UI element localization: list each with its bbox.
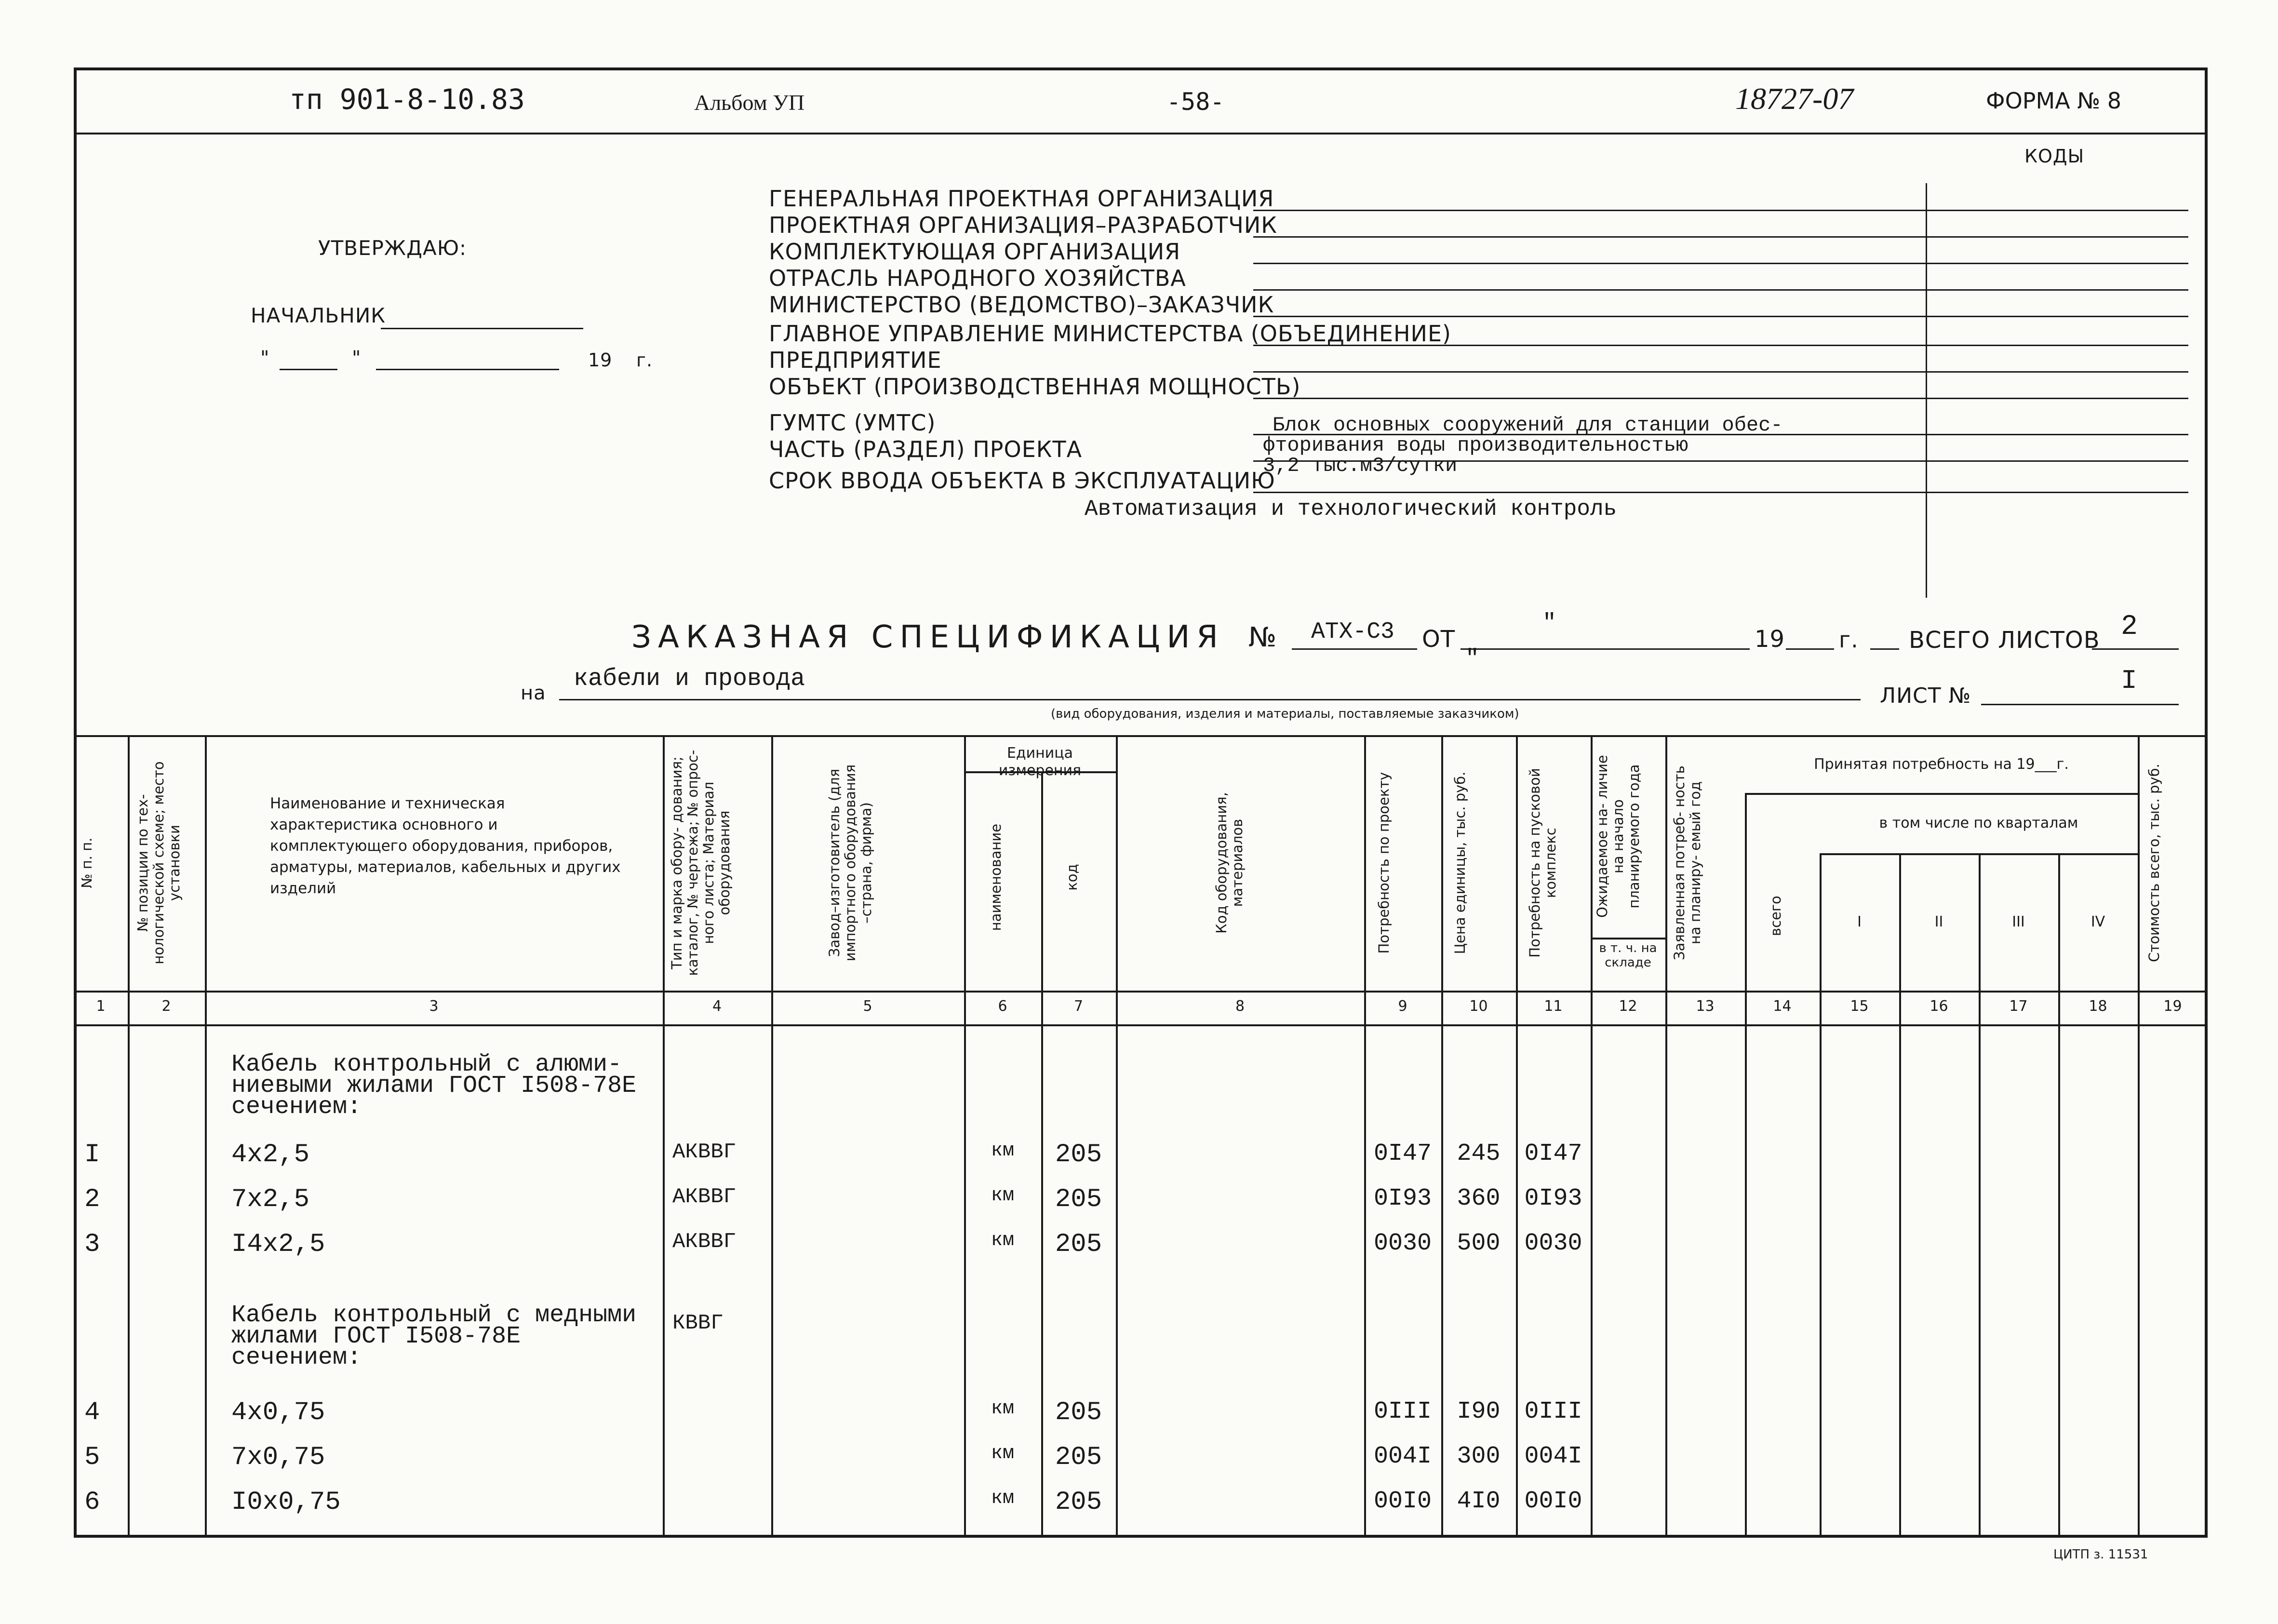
row-start-need: 0I93 (1524, 1185, 1582, 1212)
org-field-label: СРОК ВВОДА ОБЪЕКТА В ЭКСПЛУАТАЦИЮ (769, 468, 1275, 494)
project-code: тп 901-8-10.83 (289, 83, 525, 116)
group-mark: КВВГ (672, 1311, 724, 1335)
row-name: 4х0,75 (231, 1398, 325, 1427)
spec-sheet-label: ЛИСТ № (1880, 684, 1971, 708)
row-unit: км (991, 1398, 1014, 1420)
row-name: 7х0,75 (231, 1443, 325, 1472)
column-number: 1 (96, 998, 106, 1015)
col-header-7: код (1063, 864, 1080, 891)
row-price: I90 (1457, 1398, 1501, 1425)
spec-quote-2: " (1465, 646, 1479, 672)
row-need: 0III (1373, 1398, 1432, 1425)
row-number: I (84, 1140, 100, 1169)
spec-note: (вид оборудования, изделия и материалы, поставляемые заказчиком) (1051, 707, 1519, 721)
row-unit: км (991, 1488, 1014, 1509)
spec-dash-line (1870, 648, 1899, 650)
column-number: 15 (1850, 998, 1869, 1015)
org-field-line (1253, 316, 2188, 317)
object-value-line: Блок основных сооружений для станции обес- (1273, 414, 1783, 437)
col-header-6: наименование (988, 823, 1004, 931)
spec-on-label: на (521, 682, 546, 704)
spec-from-label: ОТ (1422, 626, 1456, 653)
date-quote-open: " (260, 347, 270, 369)
column-number: 8 (1235, 998, 1245, 1015)
table-column-divider (2138, 735, 2140, 1538)
row-type: АКВВГ (672, 1185, 737, 1209)
col-header-3: Наименование и техническая характеристика основного и комплектующего оборудования, приборов, арматуры, материалов, кабельных и других изделий (270, 795, 621, 897)
spec-no-value: АТХ-С3 (1311, 619, 1394, 645)
spec-total-value: 2 (2121, 611, 2138, 643)
row-unit: км (991, 1230, 1014, 1251)
stock-subhead-line (1591, 938, 1665, 940)
date-quote-close: " (352, 347, 362, 369)
row-unit-code: 205 (1055, 1140, 1102, 1169)
header-divider (74, 133, 2208, 134)
date-day-line (280, 369, 337, 370)
org-field-label: МИНИСТЕРСТВО (ВЕДОМСТВО)–ЗАКАЗЧИК (769, 292, 1274, 318)
codes-column-divider (1926, 183, 1927, 598)
col-header-13: Заявленная потреб- ность на планиру- емый год (1671, 765, 1703, 960)
row-start-need: 0I47 (1524, 1140, 1582, 1168)
form-number: ФОРМА № 8 (1986, 88, 2122, 114)
group-caption-line: сечением: (231, 1093, 362, 1121)
col-header-12b: в т. ч. на складе (1599, 941, 1657, 970)
col-header-1: № п. п. (79, 837, 95, 888)
row-number: 5 (84, 1443, 100, 1472)
spec-date-line (1461, 648, 1750, 650)
spec-on-value: кабели и провода (574, 665, 805, 693)
spec-title: ЗАКАЗНАЯ СПЕЦИФИКАЦИЯ (631, 619, 1225, 655)
org-field-label: ЧАСТЬ (РАЗДЕЛ) ПРОЕКТА (769, 436, 1083, 462)
col-header-15: I (1857, 913, 1862, 930)
row-price: 245 (1457, 1140, 1501, 1168)
album-label: Альбом УП (694, 90, 805, 115)
row-need: 004I (1373, 1443, 1432, 1470)
column-number: 19 (2163, 998, 2182, 1015)
row-start-need: 0III (1524, 1398, 1582, 1425)
group-caption-line: Кабель контрольный с алюми- (231, 1051, 622, 1078)
spec-year: 19 (1755, 626, 1785, 653)
row-price: 500 (1457, 1230, 1501, 1257)
footer-stamp: ЦИТП з. 11531 (2053, 1547, 2148, 1562)
col-header-17: III (2012, 913, 2025, 930)
spec-no-label: № (1248, 622, 1277, 653)
date-month-line (376, 369, 559, 370)
row-name: I0х0,75 (231, 1488, 341, 1517)
org-field-line (1253, 398, 2188, 399)
date-year-suffix: г. (636, 349, 653, 371)
org-field-line (1253, 492, 2188, 493)
spec-no-line (1292, 648, 1417, 650)
spec-total-label: ВСЕГО ЛИСТОВ (1909, 627, 2100, 654)
page-number: -58- (1166, 88, 1225, 116)
table-column-divider (1820, 853, 1822, 1538)
approval-chief: НАЧАЛЬНИК (251, 304, 386, 327)
row-unit-code: 205 (1055, 1443, 1102, 1472)
spec-on-line (559, 699, 1861, 700)
column-number: 6 (998, 998, 1007, 1015)
table-top-border (74, 735, 2208, 737)
col-header-5: Завод–изготовитель (для импортного оборудования –страна, фирма) (826, 764, 874, 962)
accepted-group-line (1745, 793, 2138, 795)
row-start-need: 004I (1524, 1443, 1582, 1470)
column-number: 14 (1773, 998, 1792, 1015)
row-type: АКВВГ (672, 1230, 737, 1254)
spec-sheet-line (1981, 704, 2179, 705)
col-header-accepted: Принятая потребность на 19___г. (1814, 756, 2069, 773)
table-column-divider (771, 735, 773, 1538)
column-number: 18 (2089, 998, 2107, 1015)
table-header-bottom (74, 991, 2208, 993)
table-column-divider (1745, 793, 1747, 1538)
col-header-11: Потребность на пусковой комплекс (1526, 768, 1559, 958)
codes-label: КОДЫ (2024, 146, 2085, 167)
row-unit-code: 205 (1055, 1185, 1102, 1214)
row-price: 300 (1457, 1443, 1501, 1470)
column-number: 4 (712, 998, 722, 1015)
table-column-divider (1979, 853, 1981, 1538)
row-price: 4I0 (1457, 1488, 1501, 1515)
org-field-label: ГЕНЕРАЛЬНАЯ ПРОЕКТНАЯ ОРГАНИЗАЦИЯ (769, 186, 1274, 212)
org-field-line (1253, 263, 2188, 264)
column-number: 10 (1469, 998, 1488, 1015)
table-number-row-bottom (74, 1024, 2208, 1026)
col-header-8: Код оборудования, материалов (1213, 792, 1246, 934)
col-header-14: всего (1767, 896, 1784, 936)
spec-year-line (1786, 648, 1834, 650)
org-field-line (1253, 236, 2188, 238)
object-value-line: фторивания воды производительностью (1263, 434, 1688, 457)
table-column-divider (1899, 853, 1901, 1538)
org-field-label: КОМПЛЕКТУЮЩАЯ ОРГАНИЗАЦИЯ (769, 239, 1181, 265)
org-field-label: ПРОЕКТНАЯ ОРГАНИЗАЦИЯ–РАЗРАБОТЧИК (769, 212, 1277, 238)
inventory-number: 18727-07 (1735, 81, 1854, 116)
row-need: 0I93 (1373, 1185, 1432, 1212)
row-unit-code: 205 (1055, 1230, 1102, 1259)
org-field-line (1253, 210, 2188, 211)
row-unit-code: 205 (1055, 1398, 1102, 1427)
date-year: 19 (588, 349, 613, 371)
col-header-4: Тип и марка обору- дования; каталог, № чертежа; № опрос- ного листа; Материал оборудования (668, 750, 733, 976)
row-number: 3 (84, 1230, 100, 1259)
row-name: I4х2,5 (231, 1230, 325, 1259)
org-field-label: ОТРАСЛЬ НАРОДНОГО ХОЗЯЙСТВА (769, 265, 1186, 291)
table-column-divider (1116, 735, 1118, 1538)
col-header-19: Стоимость всего, тыс. руб. (2145, 764, 2162, 962)
row-number: 2 (84, 1185, 100, 1214)
table-column-divider (128, 735, 130, 1538)
row-type: АКВВГ (672, 1140, 737, 1164)
row-price: 360 (1457, 1185, 1501, 1212)
column-number: 12 (1619, 998, 1637, 1015)
row-need: 0I47 (1373, 1140, 1432, 1168)
row-need: 00I0 (1373, 1488, 1432, 1515)
table-column-divider (1591, 735, 1593, 1538)
col-header-12: Ожидаемое на- личие на начало планируемого года (1594, 755, 1642, 918)
org-field-label: ГЛАВНОЕ УПРАВЛЕНИЕ МИНИСТЕРСТВА (ОБЪЕДИНЕНИЕ) (769, 321, 1451, 347)
org-field-label: ОБЪЕКТ (ПРОИЗВОДСТВЕННАЯ МОЩНОСТЬ) (769, 374, 1301, 400)
org-field-label: ПРЕДПРИЯТИЕ (769, 347, 942, 373)
group-caption-line: жилами ГОСТ I508-78Е (231, 1323, 521, 1350)
column-number: 11 (1544, 998, 1563, 1015)
column-number: 17 (2009, 998, 2028, 1015)
col-header-16: II (1934, 913, 1943, 930)
org-field-line (1253, 345, 2188, 346)
group-caption-line: ниевыми жилами ГОСТ I508-78Е (231, 1072, 637, 1100)
col-header-9: Потребность по проекту (1376, 772, 1392, 954)
org-field-label: ГУМТС (УМТС) (769, 410, 936, 436)
group-caption-line: Кабель контрольный с медными (231, 1302, 637, 1329)
column-number: 2 (161, 998, 171, 1015)
column-number: 5 (863, 998, 872, 1015)
table-column-divider (2058, 853, 2060, 1538)
project-part-value: Автоматизация и технологический контроль (1085, 497, 1617, 522)
col-header-unit: Единица измерения (998, 745, 1082, 779)
row-unit-code: 205 (1055, 1488, 1102, 1517)
row-need: 0030 (1373, 1230, 1432, 1257)
group-caption-line: сечением: (231, 1344, 362, 1371)
column-number: 13 (1696, 998, 1715, 1015)
column-number: 3 (429, 998, 439, 1015)
table-column-divider (663, 735, 665, 1538)
row-name: 4х2,5 (231, 1140, 310, 1169)
row-unit: км (991, 1443, 1014, 1464)
table-column-divider (1665, 735, 1667, 1538)
org-field-line (1253, 289, 2188, 291)
column-number: 16 (1930, 998, 1948, 1015)
col-header-10: Цена единицы, тыс. руб. (1451, 771, 1468, 954)
row-unit: км (991, 1185, 1014, 1207)
row-start-need: 0030 (1524, 1230, 1582, 1257)
chief-signature-line (381, 328, 583, 329)
col-header-18: IV (2090, 913, 2105, 930)
spec-total-line (2092, 648, 2179, 650)
quarters-group-line (1820, 853, 2138, 855)
row-number: 6 (84, 1488, 100, 1517)
row-name: 7х2,5 (231, 1185, 310, 1214)
table-column-divider (205, 735, 207, 1538)
row-start-need: 00I0 (1524, 1488, 1582, 1515)
spec-year-suffix: г. (1839, 627, 1859, 653)
column-number: 7 (1073, 998, 1084, 1015)
column-number: 9 (1398, 998, 1407, 1015)
object-value-line: 3,2 тыс.м3/сутки (1263, 454, 1458, 477)
col-header-2: № позиции по тех- нологической схеме; место установки (134, 761, 183, 965)
spec-quote-1: " (1542, 610, 1556, 636)
org-field-line (1253, 371, 2188, 373)
row-number: 4 (84, 1398, 100, 1427)
spec-sheet-value: I (2121, 665, 2137, 696)
approval-title: УТВЕРЖДАЮ: (318, 236, 467, 260)
col-header-quarters: в том числе по кварталам (1879, 815, 2078, 832)
row-unit: км (991, 1140, 1014, 1162)
